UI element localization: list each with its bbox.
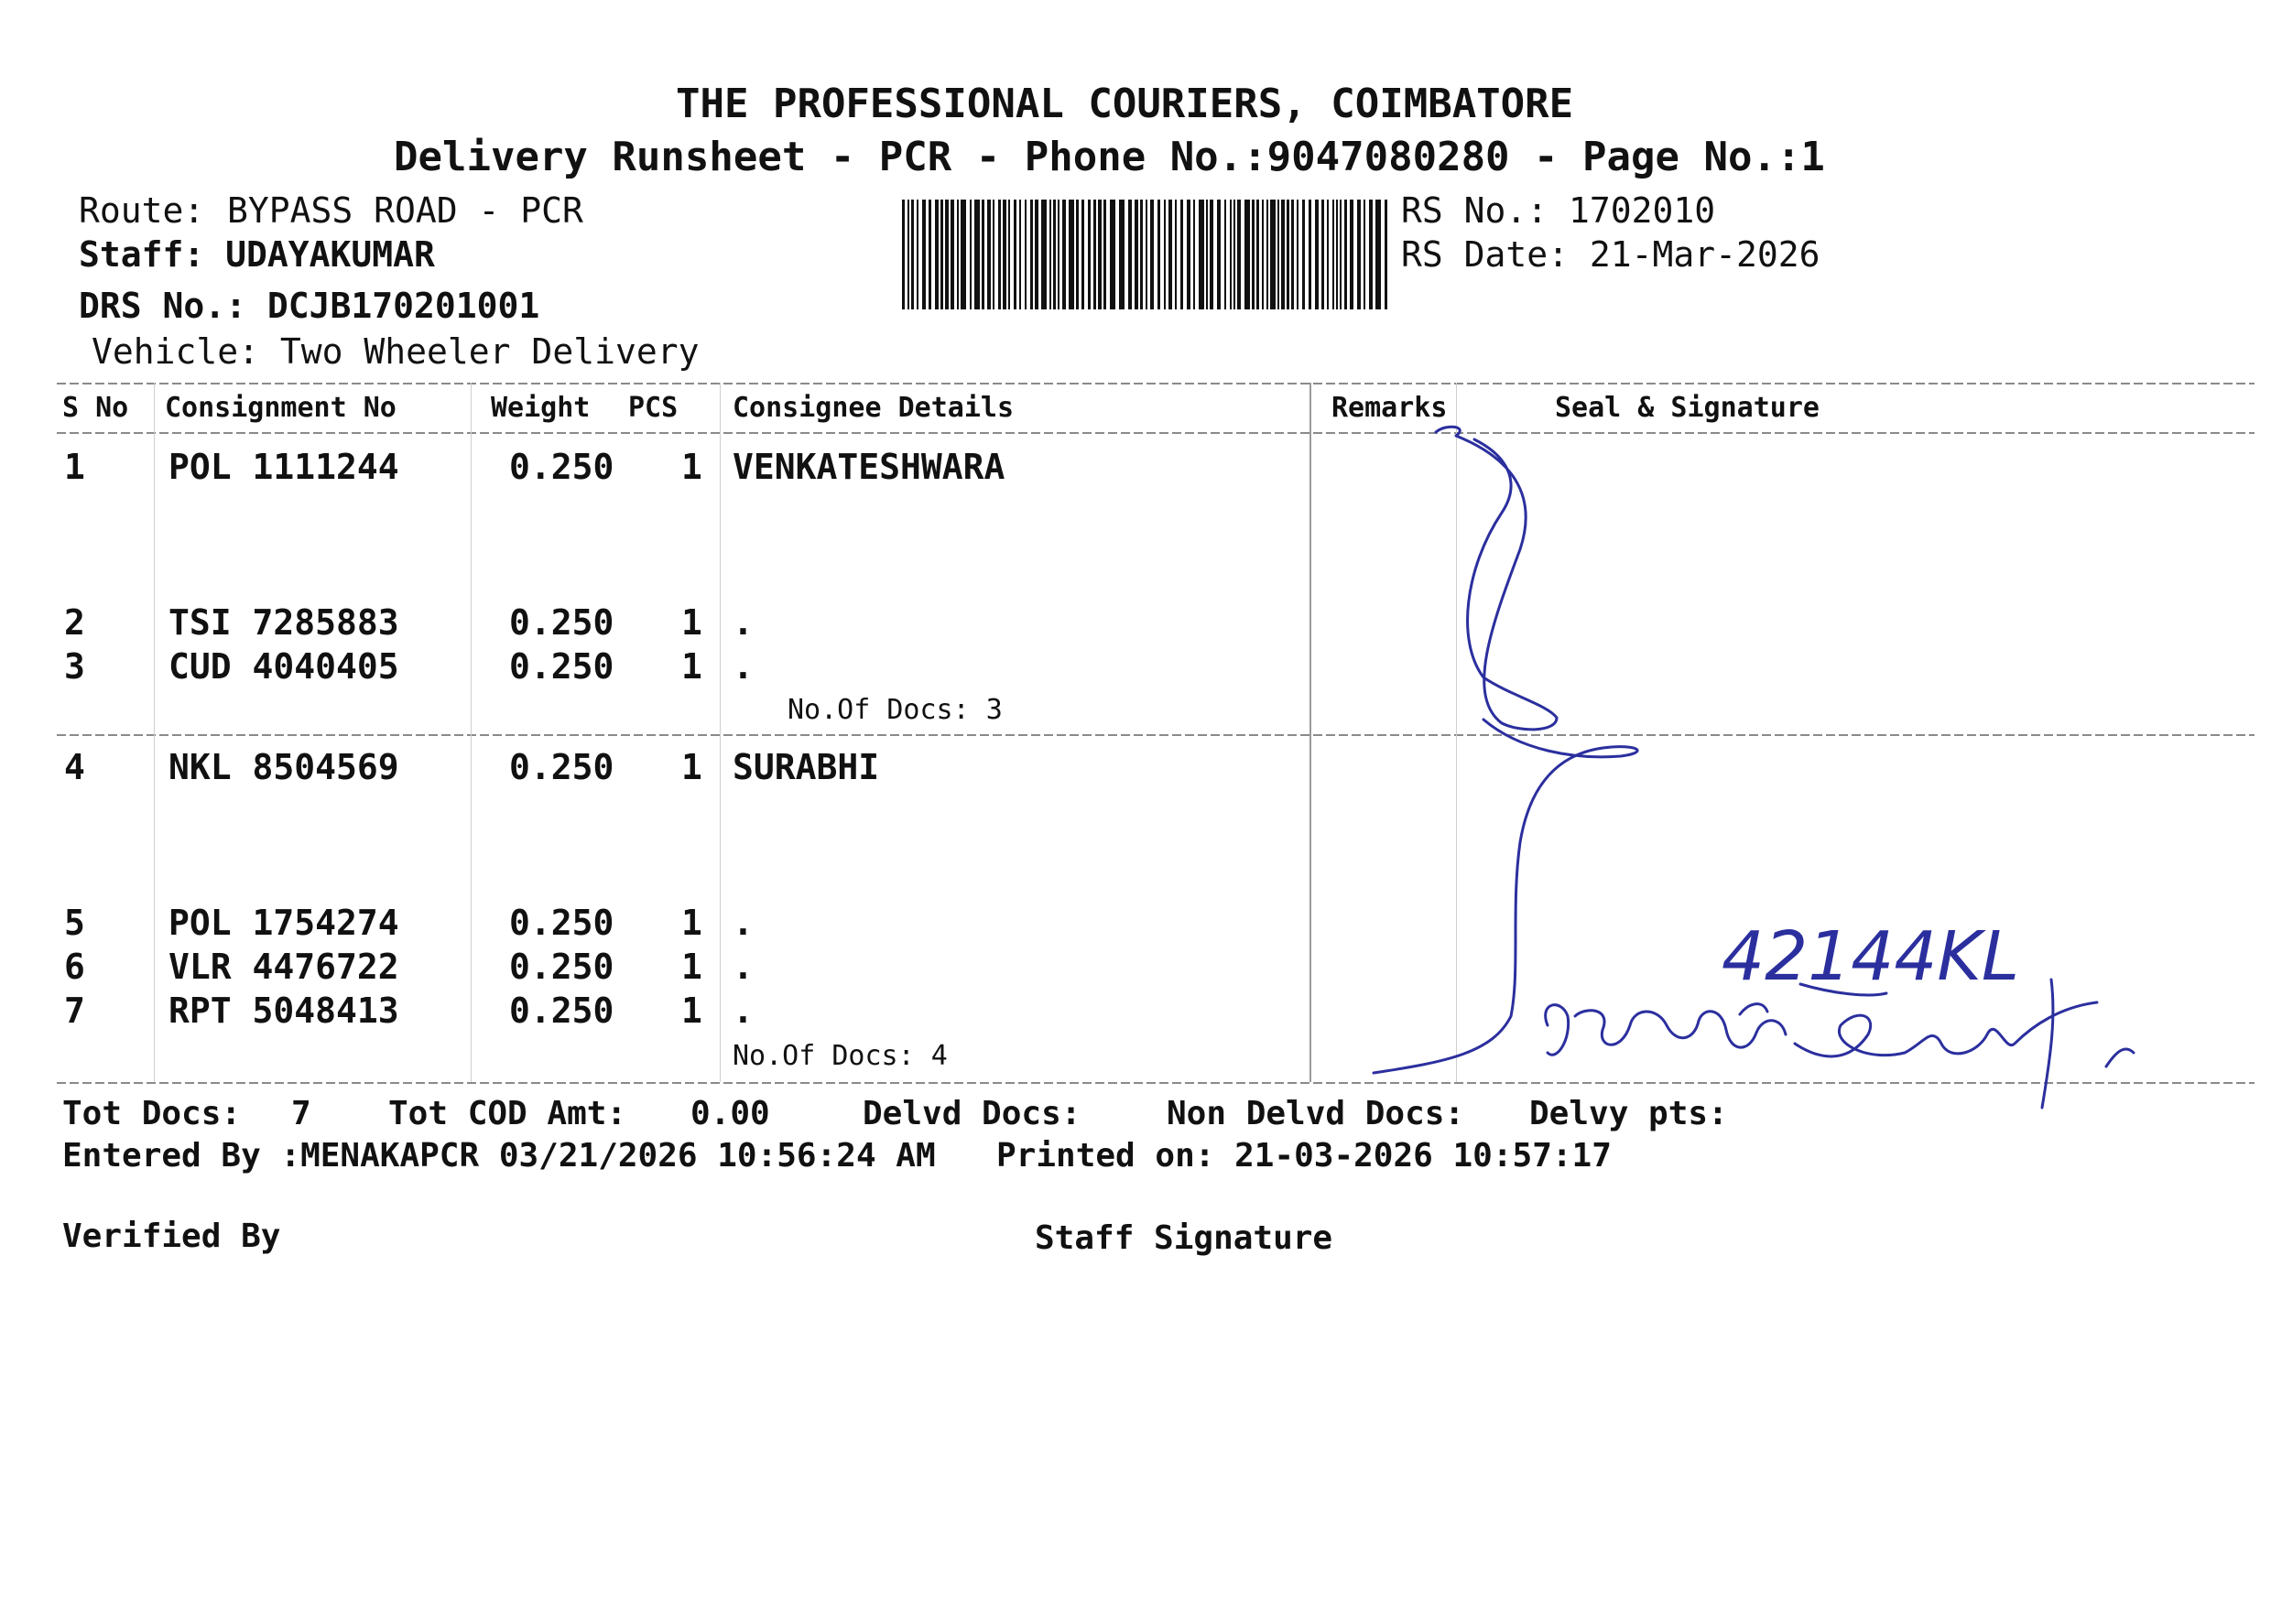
handwritten-note: 42144KL bbox=[1722, 917, 2020, 996]
row-7-weight: 0.250 bbox=[509, 991, 614, 1031]
barcode-bar bbox=[1336, 200, 1338, 309]
col-divider-pcs bbox=[720, 383, 721, 1082]
row-3-consignment: CUD 4040405 bbox=[168, 646, 399, 687]
rs-number: RS No.: 1702010 bbox=[1401, 190, 1716, 231]
barcode-bar bbox=[951, 200, 954, 309]
barcode-bar bbox=[1049, 200, 1051, 309]
rs-date: RS Date: 21-Mar-2026 bbox=[1401, 234, 1820, 275]
barcode-bar bbox=[1237, 200, 1241, 309]
barcode-bar bbox=[987, 200, 991, 309]
barcode-bar bbox=[1008, 200, 1010, 309]
row-5-sno: 5 bbox=[64, 903, 85, 943]
barcode-bar bbox=[1110, 200, 1115, 309]
barcode-bar bbox=[1058, 200, 1059, 309]
printed-on: Printed on: 21-03-2026 10:57:17 bbox=[996, 1137, 1612, 1175]
barcode-bar bbox=[1369, 200, 1373, 309]
barcode-bar bbox=[907, 200, 909, 309]
barcode-bar bbox=[1309, 200, 1311, 309]
barcode-bar bbox=[1164, 200, 1166, 309]
row-3-weight: 0.250 bbox=[509, 646, 614, 687]
barcode-bar bbox=[929, 200, 931, 309]
row-4-consignee: SURABHI bbox=[733, 747, 880, 787]
barcode-bar bbox=[1281, 200, 1285, 309]
barcode-bar bbox=[1199, 200, 1204, 309]
barcode-bar bbox=[1332, 200, 1334, 309]
barcode-bar bbox=[1233, 200, 1235, 309]
barcode-bar bbox=[1140, 200, 1143, 309]
col-header-seal-signature: Seal & Signature bbox=[1555, 392, 1820, 424]
barcode-bar bbox=[1135, 200, 1138, 309]
barcode-bar bbox=[1287, 200, 1289, 309]
row-2-weight: 0.250 bbox=[509, 602, 614, 643]
barcode-bar bbox=[1069, 200, 1074, 309]
col-header-consignment: Consignment No bbox=[165, 392, 397, 424]
barcode-bar bbox=[1003, 200, 1006, 309]
vehicle-type: Vehicle: Two Wheeler Delivery bbox=[92, 331, 700, 372]
col-divider-sno bbox=[154, 383, 155, 1082]
row-1-weight: 0.250 bbox=[509, 447, 614, 487]
barcode-bar bbox=[1076, 200, 1079, 309]
row-4-weight: 0.250 bbox=[509, 747, 614, 787]
barcode-bar bbox=[1217, 200, 1221, 309]
total-docs-label: Tot Docs: bbox=[62, 1095, 242, 1132]
barcode-bar bbox=[998, 200, 1001, 309]
barcode-bar bbox=[940, 200, 943, 309]
barcode-bar bbox=[1062, 200, 1066, 309]
row-1-consignee: VENKATESHWARA bbox=[733, 447, 1005, 487]
verified-by-label: Verified By bbox=[62, 1218, 281, 1255]
col-header-pcs: PCS bbox=[628, 392, 679, 424]
row-1-sno: 1 bbox=[64, 447, 85, 487]
row-4-consignment: NKL 8504569 bbox=[168, 747, 399, 787]
barcode-bar bbox=[1244, 200, 1250, 309]
barcode-bar bbox=[1193, 200, 1195, 309]
row-5-pcs: 1 bbox=[681, 903, 702, 943]
barcode-bar bbox=[1103, 200, 1106, 309]
barcode-bar bbox=[1180, 200, 1183, 309]
barcode-bar bbox=[1230, 200, 1232, 309]
barcode-bar bbox=[1157, 200, 1160, 309]
row-7-sno: 7 bbox=[64, 991, 85, 1031]
barcode-bar bbox=[1088, 200, 1091, 309]
entered-by: Entered By :MENAKAPCR 03/21/2026 10:56:24 AM bbox=[62, 1137, 936, 1175]
barcode-bar bbox=[1350, 200, 1353, 309]
drs-number: DRS No.: DCJB170201001 bbox=[79, 286, 540, 326]
barcode-bar bbox=[1340, 200, 1342, 309]
row-4-pcs: 1 bbox=[681, 747, 702, 787]
barcode-bar bbox=[911, 200, 914, 309]
row-7-pcs: 1 bbox=[681, 991, 702, 1031]
barcode-bar bbox=[1302, 200, 1305, 309]
barcode-bar bbox=[957, 200, 959, 309]
barcode-image bbox=[902, 200, 1387, 309]
row-3-pcs: 1 bbox=[681, 646, 702, 687]
group-2-doc-count: No.Of Docs: 4 bbox=[733, 1040, 948, 1072]
col-divider-consignee bbox=[1309, 383, 1311, 1082]
barcode-bar bbox=[1081, 200, 1084, 309]
col-header-sno: S No bbox=[62, 392, 129, 424]
barcode-bar bbox=[945, 200, 949, 309]
barcode-bar bbox=[1315, 200, 1319, 309]
barcode-bar bbox=[1256, 200, 1259, 309]
row-6-pcs: 1 bbox=[681, 947, 702, 987]
barcode-bar bbox=[1297, 200, 1298, 309]
barcode-bar bbox=[935, 200, 939, 309]
delivery-points-label: Delvy pts: bbox=[1529, 1095, 1728, 1132]
total-cod-value: 0.00 bbox=[690, 1095, 770, 1132]
row-3-consignee: . bbox=[733, 646, 754, 687]
barcode-bar bbox=[1385, 200, 1387, 309]
barcode-bar bbox=[1035, 200, 1038, 309]
row-1-pcs: 1 bbox=[681, 447, 702, 487]
barcode-bar bbox=[1270, 200, 1276, 309]
barcode-bar bbox=[1252, 200, 1255, 309]
barcode-bar bbox=[1291, 200, 1294, 309]
barcode-bar bbox=[1344, 200, 1347, 309]
row-6-consignment: VLR 4476722 bbox=[168, 947, 399, 987]
col-header-weight: Weight bbox=[491, 392, 591, 424]
barcode-bar bbox=[922, 200, 926, 309]
col-divider-consignment bbox=[471, 383, 472, 1082]
route-value: BYPASS ROAD - PCR bbox=[227, 190, 583, 231]
table-top-rule bbox=[57, 383, 2255, 384]
barcode-bar bbox=[902, 200, 905, 309]
barcode-bar bbox=[982, 200, 984, 309]
barcode-bar bbox=[1053, 200, 1056, 309]
barcode-bar bbox=[1375, 200, 1381, 309]
barcode-bar bbox=[970, 200, 972, 309]
barcode-bar bbox=[1014, 200, 1016, 309]
row-2-consignee: . bbox=[733, 602, 754, 643]
table-bottom-rule bbox=[57, 1082, 2255, 1084]
barcode-bar bbox=[1128, 200, 1132, 309]
col-divider-remarks bbox=[1456, 383, 1457, 1082]
barcode-bar bbox=[1266, 200, 1268, 309]
barcode-bar bbox=[1025, 200, 1027, 309]
barcode-bar bbox=[1187, 200, 1190, 309]
barcode-bar bbox=[1364, 200, 1365, 309]
row-4-sno: 4 bbox=[64, 747, 85, 787]
barcode-bar bbox=[1327, 200, 1329, 309]
barcode-bar bbox=[1146, 200, 1147, 309]
col-header-remarks: Remarks bbox=[1331, 392, 1448, 424]
row-2-sno: 2 bbox=[64, 602, 85, 643]
barcode-bar bbox=[1206, 200, 1208, 309]
barcode-bar bbox=[1175, 200, 1177, 309]
barcode-bar bbox=[1210, 200, 1213, 309]
total-docs-value: 7 bbox=[291, 1095, 311, 1132]
row-5-weight: 0.250 bbox=[509, 903, 614, 943]
barcode-bar bbox=[961, 200, 966, 309]
barcode-bar bbox=[917, 200, 918, 309]
delivered-docs-label: Delvd Docs: bbox=[863, 1095, 1081, 1132]
barcode-bar bbox=[1150, 200, 1154, 309]
route-label: Route: bbox=[79, 190, 205, 231]
barcode-bar bbox=[974, 200, 980, 309]
group-1-doc-count: No.Of Docs: 3 bbox=[788, 694, 1003, 726]
header-bottom-rule bbox=[57, 432, 2255, 434]
barcode-bar bbox=[1041, 200, 1047, 309]
barcode-bar bbox=[1098, 200, 1102, 309]
row-7-consignment: RPT 5048413 bbox=[168, 991, 399, 1031]
staff-signature-label: Staff Signature bbox=[1035, 1219, 1333, 1257]
barcode-bar bbox=[1168, 200, 1172, 309]
barcode-bar bbox=[1093, 200, 1096, 309]
row-6-weight: 0.250 bbox=[509, 947, 614, 987]
group-separator-rule bbox=[57, 734, 2255, 736]
row-1-consignment: POL 1111244 bbox=[168, 447, 399, 487]
row-5-consignee: . bbox=[733, 903, 754, 943]
row-5-consignment: POL 1754274 bbox=[168, 903, 399, 943]
barcode-bar bbox=[1262, 200, 1264, 309]
non-delivered-docs-label: Non Delvd Docs: bbox=[1167, 1095, 1465, 1132]
company-title: THE PROFESSIONAL COURIERS, COIMBATORE bbox=[676, 81, 1574, 127]
row-6-consignee: . bbox=[733, 947, 754, 987]
barcode-bar bbox=[993, 200, 994, 309]
row-3-sno: 3 bbox=[64, 646, 85, 687]
barcode-bar bbox=[1019, 200, 1021, 309]
row-7-consignee: . bbox=[733, 991, 754, 1031]
col-header-consignee: Consignee Details bbox=[733, 392, 1015, 424]
barcode-bar bbox=[1357, 200, 1361, 309]
row-2-consignment: TSI 7285883 bbox=[168, 602, 399, 643]
staff-name: Staff: UDAYAKUMAR bbox=[79, 234, 435, 275]
row-2-pcs: 1 bbox=[681, 602, 702, 643]
barcode-bar bbox=[1224, 200, 1226, 309]
barcode-bar bbox=[1119, 200, 1125, 309]
runsheet-subtitle: Delivery Runsheet - PCR - Phone No.:9047080280 - Page No.:1 bbox=[394, 134, 1825, 180]
barcode-bar bbox=[1321, 200, 1324, 309]
barcode-bar bbox=[1030, 200, 1033, 309]
row-6-sno: 6 bbox=[64, 947, 85, 987]
barcode-bar bbox=[1277, 200, 1279, 309]
total-cod-label: Tot COD Amt: bbox=[388, 1095, 627, 1132]
